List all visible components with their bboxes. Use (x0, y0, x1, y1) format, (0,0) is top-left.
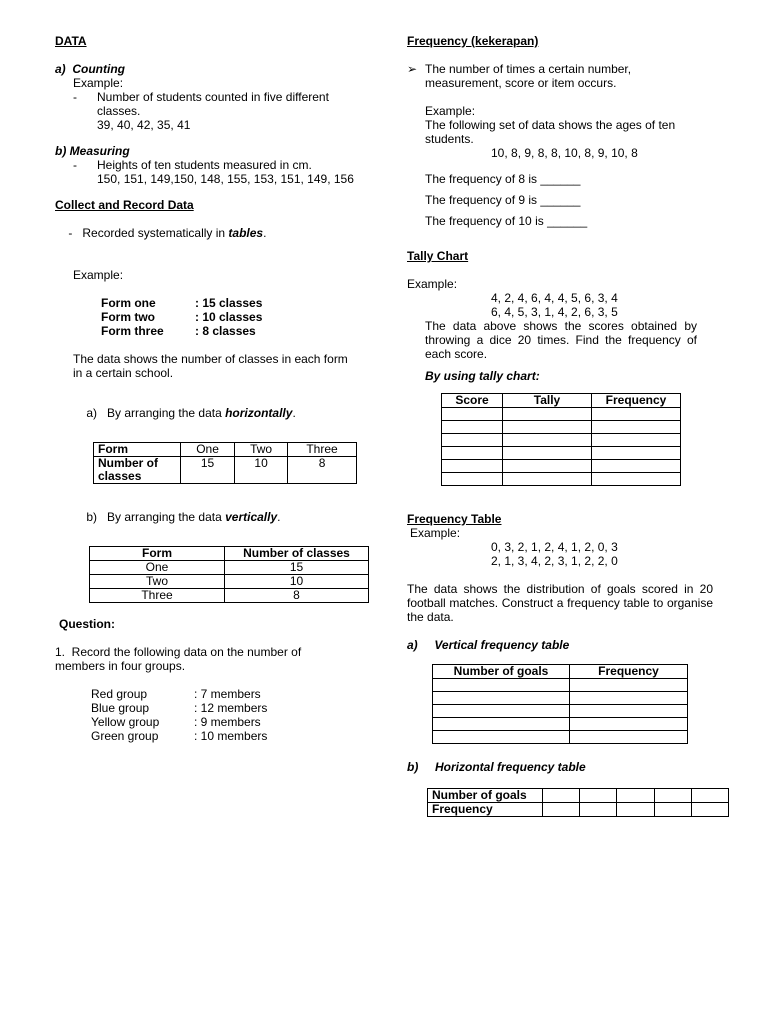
table-cell (503, 421, 592, 434)
form-name: Form three (101, 324, 164, 338)
table-cell (433, 692, 570, 705)
horizontal-table (93, 442, 357, 484)
vert-pre: b) By arranging the data (86, 510, 226, 524)
table-cell (543, 789, 580, 803)
vertical-ft-label: a) Vertical frequency table (407, 638, 570, 652)
table-header: Form (90, 547, 225, 561)
horiz-post: . (292, 406, 296, 420)
definition-text: The number of times a certain number, measurement, score or item occurs. (425, 62, 635, 90)
table-cell: Three (90, 589, 225, 603)
forms-list (55, 296, 375, 338)
table-header: Frequency (592, 394, 681, 408)
table-cell (433, 718, 570, 731)
form-value: : 8 classes (195, 324, 256, 338)
frequency-table-heading: Frequency Table (407, 512, 502, 526)
table-cell: Form (94, 443, 181, 457)
table-cell (503, 460, 592, 473)
question-heading: Question: (59, 617, 115, 631)
arrow-icon: ➢ (407, 62, 418, 76)
table-cell: Two (235, 443, 288, 457)
table-cell: Two (90, 575, 225, 589)
group-name: Yellow group (91, 715, 160, 729)
table-cell (570, 718, 688, 731)
group-value: : 12 members (194, 701, 268, 715)
measuring-text: Heights of ten students measured in cm. (97, 158, 312, 172)
measuring-bullet (55, 158, 375, 172)
tally-heading: Tally Chart (407, 249, 469, 263)
groups-list (55, 687, 375, 743)
table-cell (503, 473, 592, 486)
vert-label (55, 496, 375, 538)
goals-line-2: 2, 1, 3, 4, 2, 3, 1, 2, 2, 0 (491, 554, 618, 568)
ages-data: 10, 8, 9, 8, 8, 10, 8, 9, 10, 8 (491, 146, 638, 160)
freq-example: Example: (425, 104, 476, 118)
ft-example: Example: (410, 526, 461, 540)
table-cell (433, 679, 570, 692)
horiz-emph: horizontally (225, 406, 293, 420)
table-cell (654, 803, 691, 817)
measuring-values: 150, 151, 149,150, 148, 155, 153, 151, 149, 156 (97, 172, 354, 186)
data-title: DATA (55, 34, 87, 48)
table-cell (503, 434, 592, 447)
table-cell: One (90, 561, 225, 575)
table-cell (503, 408, 592, 421)
dash: - (68, 226, 73, 240)
table-cell: 15 (181, 457, 235, 484)
tally-using: By using tally chart: (425, 369, 540, 383)
question-1: 1. Record the following data on the number of members in four groups. (55, 645, 305, 673)
question-8: The frequency of 8 is ______ (425, 172, 581, 186)
form-value: : 10 classes (195, 310, 263, 324)
table-cell (592, 434, 681, 447)
tally-desc: The data above shows the scores obtained by throwing a dice 20 times. Find the frequency of each score. (425, 319, 701, 361)
dash: - (73, 90, 77, 104)
goals-line-1: 0, 3, 2, 1, 2, 4, 1, 2, 0, 3 (491, 540, 618, 554)
scores-line-1: 4, 2, 4, 6, 4, 4, 5, 6, 3, 4 (491, 291, 618, 305)
counting-label: a) Counting (55, 62, 125, 76)
table-cell (442, 460, 503, 473)
vertical-frequency-table (432, 664, 688, 744)
counting-text: Number of students counted in five different classes. (97, 90, 333, 118)
measuring-label: b) Measuring (55, 144, 130, 158)
vert-emph: vertically (225, 510, 278, 524)
table-header: Frequency (570, 665, 688, 679)
table-cell (580, 789, 617, 803)
table-cell (580, 803, 617, 817)
collect-text-emph: tables (228, 226, 264, 240)
table-cell (442, 473, 503, 486)
table-cell (543, 803, 580, 817)
table-cell: Number of goals (428, 789, 543, 803)
right-column (407, 34, 727, 817)
table-cell: 8 (288, 457, 357, 484)
table-cell: 10 (225, 575, 369, 589)
table-cell: 15 (225, 561, 369, 575)
group-value: : 7 members (194, 687, 261, 701)
counting-example: Example: (73, 76, 124, 90)
table-cell: One (181, 443, 235, 457)
question-9: The frequency of 9 is ______ (425, 193, 581, 207)
table-cell (592, 421, 681, 434)
table-cell (592, 447, 681, 460)
tally-example: Example: (407, 277, 458, 291)
table-cell (503, 447, 592, 460)
scores-line-2: 6, 4, 5, 3, 1, 4, 2, 6, 3, 5 (491, 305, 618, 319)
table-cell (592, 473, 681, 486)
counting-bullet (55, 90, 375, 118)
tally-table (441, 393, 681, 486)
definition-bullet (407, 62, 727, 90)
collect-text-pre: Recorded systematically in (82, 226, 229, 240)
form-name: Form one (101, 296, 156, 310)
table-cell (433, 705, 570, 718)
table-cell (691, 803, 728, 817)
table-cell: Number of classes (94, 457, 181, 484)
form-value: : 15 classes (195, 296, 263, 310)
dash: - (73, 158, 77, 172)
table-cell (570, 705, 688, 718)
horiz-label (55, 392, 375, 434)
table-cell (433, 731, 570, 744)
horizontal-frequency-table (427, 788, 729, 817)
table-cell (617, 789, 654, 803)
table-header: Score (442, 394, 503, 408)
group-value: : 10 members (194, 729, 268, 743)
ft-desc: The data shows the distribution of goals scored in 20 football matches. Construct a frequency table to organise the data. (407, 582, 717, 624)
group-name: Red group (91, 687, 148, 701)
horizontal-ft-label: b) Horizontal frequency table (407, 760, 586, 774)
table-cell (592, 460, 681, 473)
horiz-pre: a) By arranging the data (86, 406, 226, 420)
table-cell: Frequency (428, 803, 543, 817)
group-name: Blue group (91, 701, 150, 715)
table-header: Tally (503, 394, 592, 408)
table-cell (617, 803, 654, 817)
collect-line (55, 212, 375, 254)
vertical-table (89, 546, 369, 603)
question-10: The frequency of 10 is ______ (425, 214, 588, 228)
table-cell (442, 408, 503, 421)
table-cell: 10 (235, 457, 288, 484)
table-cell (570, 679, 688, 692)
table-cell (691, 789, 728, 803)
table-cell (654, 789, 691, 803)
table-header: Number of goals (433, 665, 570, 679)
group-name: Green group (91, 729, 159, 743)
frequency-heading: Frequency (kekerapan) (407, 34, 539, 48)
table-cell: Three (288, 443, 357, 457)
left-column (55, 34, 375, 743)
collect-desc: The data shows the number of classes in each form in a certain school. (73, 352, 352, 380)
table-header: Number of classes (225, 547, 369, 561)
freq-example-text: The following set of data shows the ages of ten students. (425, 118, 679, 146)
table-cell: 8 (225, 589, 369, 603)
table-cell (570, 692, 688, 705)
collect-example: Example: (73, 268, 124, 282)
counting-values: 39, 40, 42, 35, 41 (97, 118, 191, 132)
table-cell (442, 421, 503, 434)
table-cell (592, 408, 681, 421)
form-name: Form two (101, 310, 155, 324)
table-cell (570, 731, 688, 744)
table-cell (442, 434, 503, 447)
group-value: : 9 members (194, 715, 261, 729)
collect-text-post: . (263, 226, 267, 240)
collect-heading: Collect and Record Data (55, 198, 194, 212)
vert-post: . (277, 510, 281, 524)
table-cell (442, 447, 503, 460)
